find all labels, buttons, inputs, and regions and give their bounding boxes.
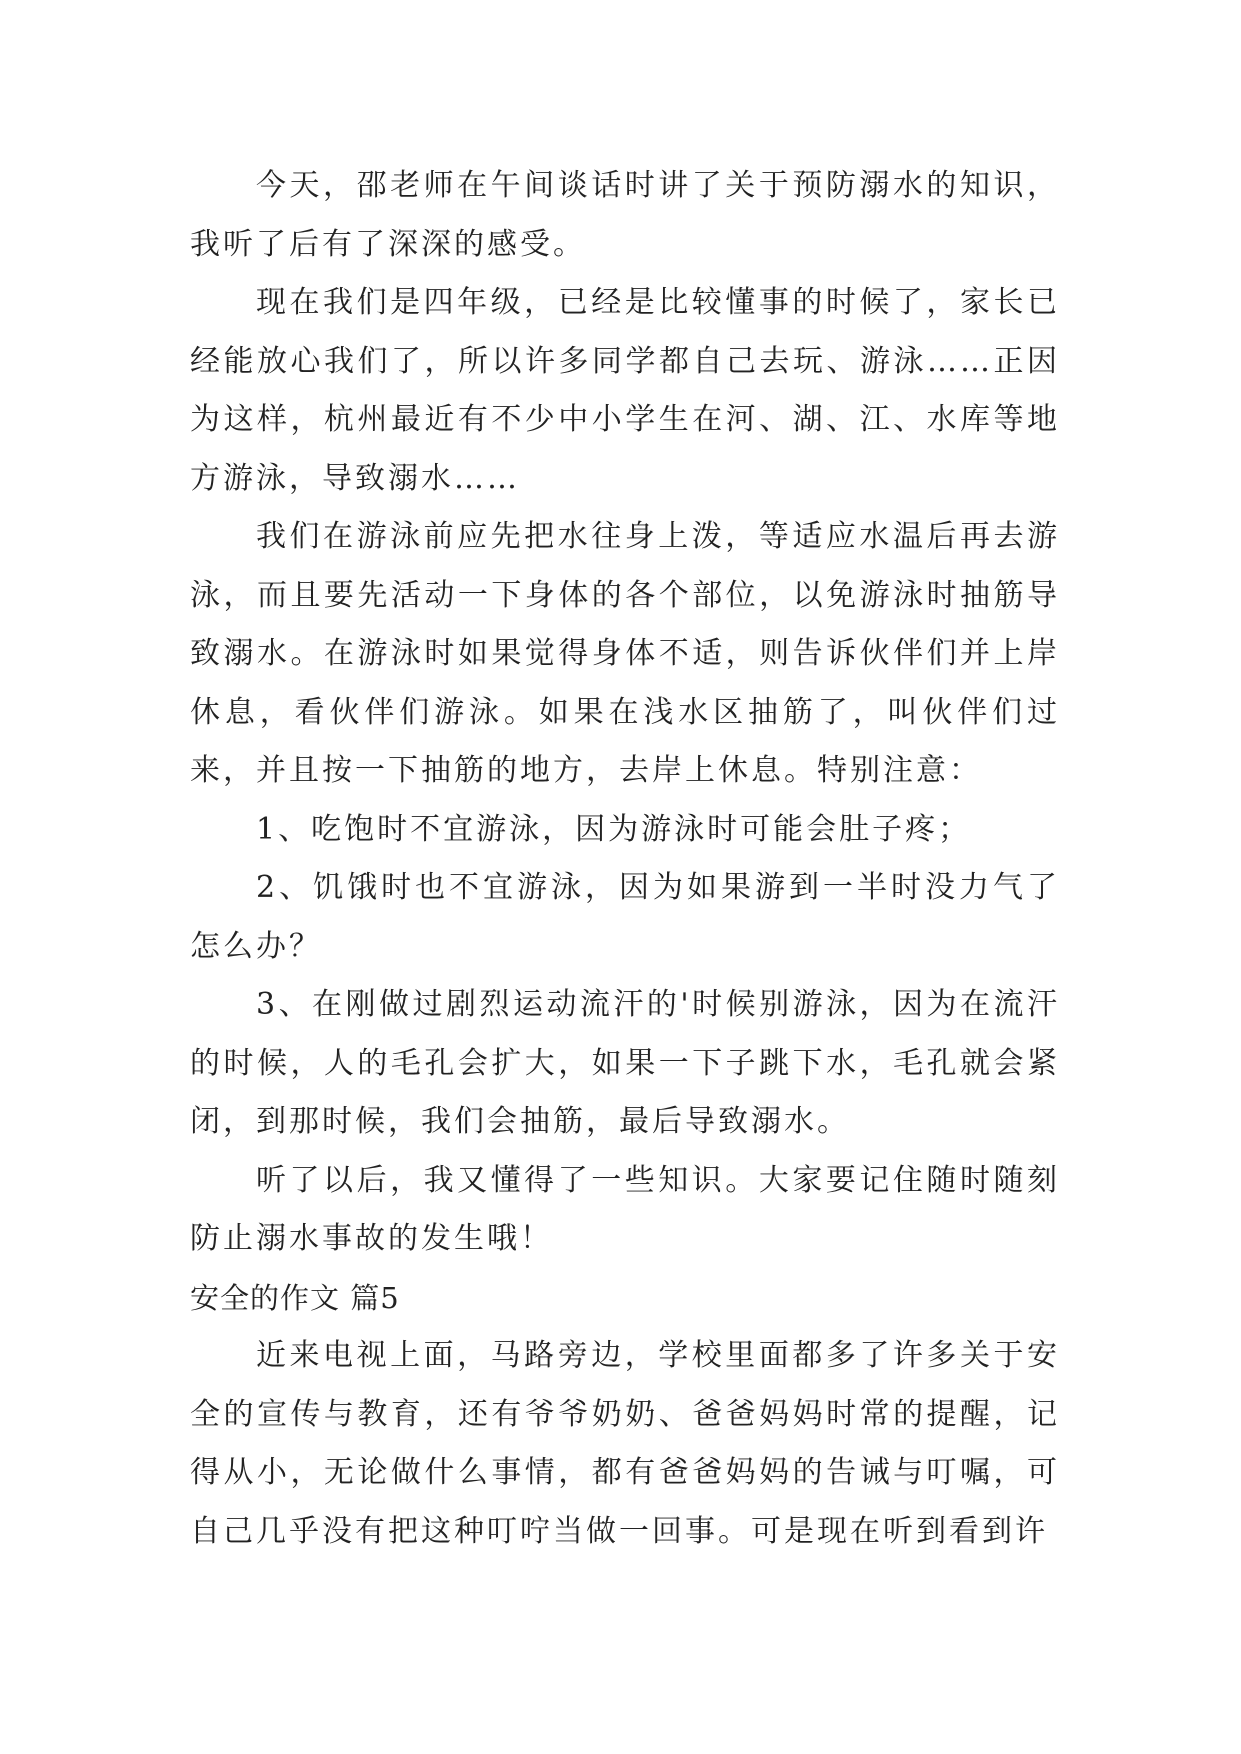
list-item: 1、吃饱时不宜游泳，因为游泳时可能会肚子疼；: [256, 811, 972, 847]
document-body: [190, 157, 1060, 1561]
paragraph: 我们在游泳前应先把水往身上泼，等适应水温后再去游泳，而且要先活动一下身体的各个部位，以免游泳时抽筋导致溺水。在游泳时如果觉得身体不适，则告诉伙伴们并上岸休息，看伙伴们游泳。如果在浅水区抽筋了，叫伙伴们过来，并且按一下抽筋的地方，去岸上休息。特别注意：: [190, 519, 1060, 788]
paragraph: 今天，邵老师在午间谈话时讲了关于预防溺水的知识，我听了后有了深深的感受。: [190, 168, 1060, 262]
section-heading: 安全的作文 篇5: [190, 1280, 400, 1315]
paragraph: 听了以后，我又懂得了一些知识。大家要记住随时随刻防止溺水事故的发生哦！: [190, 1162, 1060, 1256]
paragraph: 现在我们是四年级，已经是比较懂事的时候了，家长已经能放心我们了，所以许多同学都自己去玩、游泳……正因为这样，杭州最近有不少中小学生在河、湖、江、水库等地方游泳，导致溺水……: [190, 285, 1060, 496]
list-item: 3、在刚做过剧烈运动流汗的'时候别游泳，因为在流汗的时候，人的毛孔会扩大，如果一下子跳下水，毛孔就会紧闭，到那时候，我们会抽筋，最后导致溺水。: [190, 987, 1060, 1139]
paragraph: 近来电视上面，马路旁边，学校里面都多了许多关于安全的宣传与教育，还有爷爷奶奶、爸爸妈妈时常的提醒，记得从小，无论做什么事情，都有爸爸妈妈的告诫与叮嘱，可自己几乎没有把这种叮咛当做一回事。可是现在听到看到许: [190, 1338, 1060, 1549]
list-item: 2、饥饿时也不宜游泳，因为如果游到一半时没力气了怎么办？: [190, 870, 1060, 964]
